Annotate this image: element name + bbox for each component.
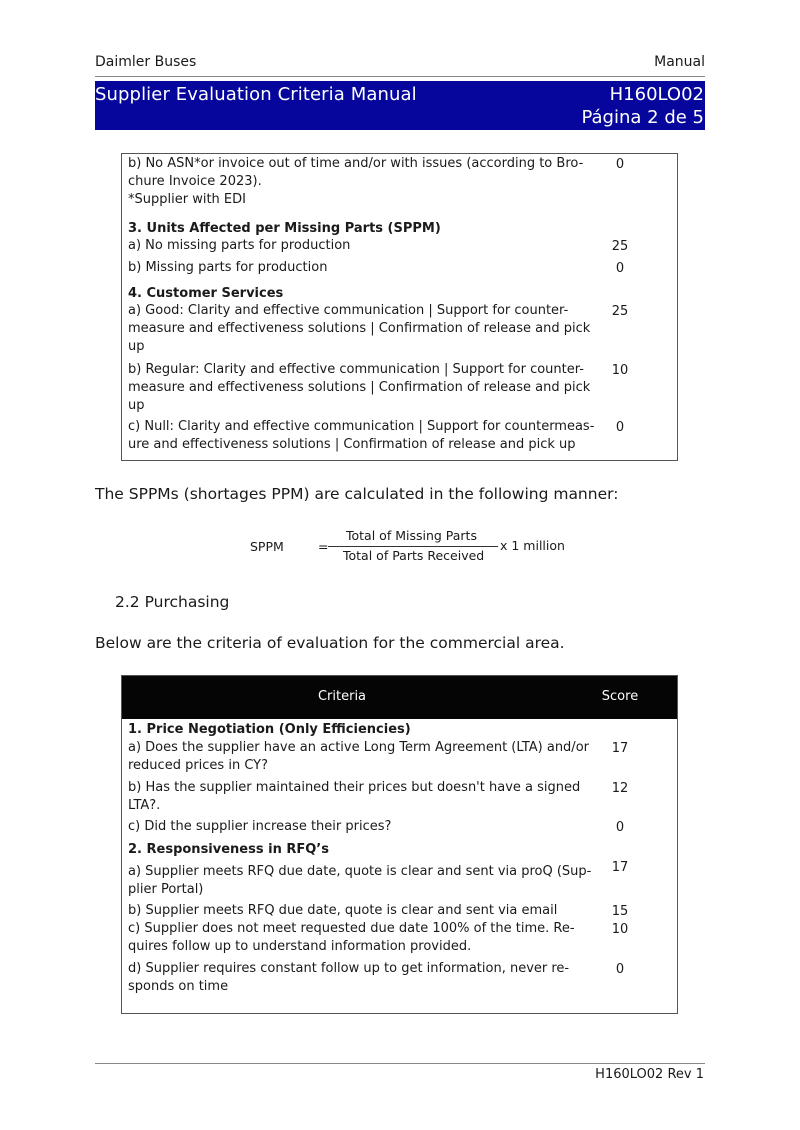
formula-multiplier: x 1 million [500,538,565,553]
score-cell: 0 [615,820,625,835]
purchasing-criteria-table [121,675,678,1014]
criteria-row-text: b) Missing parts for production [128,260,328,275]
score-cell: 0 [615,420,625,435]
score-cell: 10 [611,363,629,378]
score-cell: 0 [615,157,625,172]
section-title: 1. Price Negotiation (Only Efficiencies) [128,722,411,737]
company-name: Daimler Buses [95,54,197,70]
section-title: 4. Customer Services [128,286,284,301]
column-header-criteria: Criteria [317,689,367,704]
document-type: Manual [654,54,705,70]
table-header-row [122,676,677,719]
criteria-row-text: c) Null: Clarity and effective communication | Support for countermeas- ure and effectiveness solutions | Confirmation of release and pick up [128,419,595,452]
criteria-row-text: c) Supplier does not meet requested due date 100% of the time. Re- quires follow up to understand information provided. [128,921,575,954]
formula-equals: = [318,539,329,554]
header-divider [95,76,705,77]
column-header-score: Score [601,689,639,704]
criteria-row-text: a) Good: Clarity and effective communication | Support for counter- measure and effectiveness solutions | Confirmation of release and pick up [128,303,591,354]
purchasing-paragraph: Below are the criteria of evaluation for the commercial area. [95,634,565,652]
title-band [95,81,705,130]
score-cell: 25 [611,304,629,319]
criteria-row-text: a) Supplier meets RFQ due date, quote is clear and sent via proQ (Sup- plier Portal) [128,864,592,897]
criteria-row-text: b) Regular: Clarity and effective communication | Support for counter- measure and effectiveness solutions | Confirmation of release and pick up [128,362,591,413]
sppm-formula [250,528,570,564]
criteria-row-text: a) No missing parts for production [128,238,351,253]
fraction-bar [328,546,498,547]
criteria-table-continued [121,153,678,461]
formula-denominator: Total of Parts Received [343,548,485,563]
document-title: Supplier Evaluation Criteria Manual [95,84,417,105]
sppm-paragraph: The SPPMs (shortages PPM) are calculated in the following manner: [95,485,619,503]
criteria-row-text: b) No ASN*or invoice out of time and/or with issues (according to Bro- chure Invoice 2023). *Supplier with EDI [128,156,584,207]
footer-revision: H160LO02 Rev 1 [595,1067,704,1082]
score-cell: 25 [611,239,629,254]
criteria-row-text: d) Supplier requires constant follow up to get information, never re- sponds on time [128,961,570,994]
footer-divider [95,1063,705,1064]
page-header [95,54,705,70]
score-cell: 12 [611,781,629,796]
criteria-row-text: c) Did the supplier increase their prices? [128,819,392,834]
formula-label: SPPM [250,539,284,554]
document-code: H160LO02 [609,84,704,105]
score-cell: 17 [611,860,629,875]
section-title: 2. Responsiveness in RFQ’s [128,842,329,857]
section-title: 3. Units Affected per Missing Parts (SPPM) [128,221,441,236]
score-cell: 15 [611,904,629,919]
score-cell: 0 [615,962,625,977]
criteria-row-text: b) Supplier meets RFQ due date, quote is clear and sent via email [128,903,558,918]
criteria-row-text: b) Has the supplier maintained their prices but doesn't have a signed LTA?. [128,780,581,813]
score-cell: 0 [615,261,625,276]
score-cell: 17 [611,741,629,756]
criteria-row-text: a) Does the supplier have an active Long Term Agreement (LTA) and/or reduced prices in CY? [128,740,589,773]
formula-numerator: Total of Missing Parts [346,528,477,543]
section-heading: 2.2 Purchasing [115,593,230,611]
page-number: Página 2 de 5 [581,107,704,128]
score-cell: 10 [611,922,629,937]
